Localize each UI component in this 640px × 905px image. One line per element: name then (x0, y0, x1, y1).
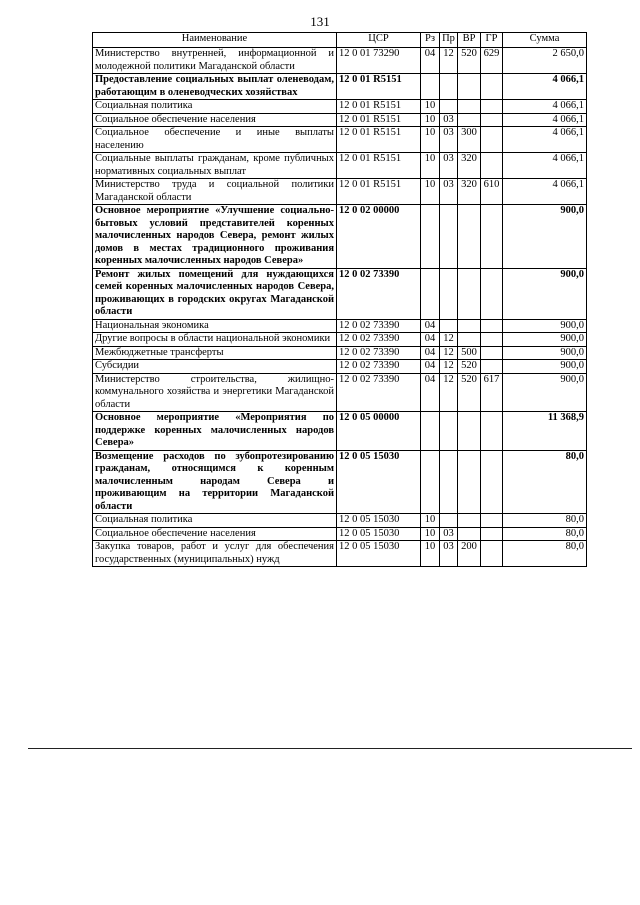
row-vr (458, 514, 481, 528)
table-row (93, 113, 587, 127)
row-name: Социальное обеспечение населения (93, 527, 337, 541)
row-pr: 03 (440, 153, 458, 179)
row-vr: 300 (458, 127, 481, 153)
row-rz: 10 (421, 127, 440, 153)
row-name: Предоставление социальных выплат оленеводам, работающим в оленеводческих хозяйствах (93, 74, 337, 100)
row-name: Социальное обеспечение населения (93, 113, 337, 127)
header-rz: Рз (421, 33, 440, 48)
row-sum: 900,0 (503, 205, 587, 269)
header-pr: Пр (440, 33, 458, 48)
row-sum: 4 066,1 (503, 113, 587, 127)
row-csr: 12 0 01 R5151 (337, 153, 421, 179)
row-gr (481, 113, 503, 127)
row-csr: 12 0 05 15030 (337, 541, 421, 567)
table-row (93, 74, 587, 100)
row-rz: 04 (421, 373, 440, 412)
row-gr: 610 (481, 179, 503, 205)
row-vr (458, 100, 481, 114)
row-rz: 10 (421, 179, 440, 205)
row-sum: 900,0 (503, 346, 587, 360)
row-sum: 4 066,1 (503, 179, 587, 205)
row-sum: 900,0 (503, 319, 587, 333)
row-pr: 03 (440, 527, 458, 541)
row-name: Социальная политика (93, 514, 337, 528)
row-sum: 900,0 (503, 268, 587, 319)
header-sum: Сумма (503, 33, 587, 48)
row-name: Министерство внутренней, информационной и молодежной политики Магаданской области (93, 48, 337, 74)
row-vr: 200 (458, 541, 481, 567)
row-csr: 12 0 05 15030 (337, 450, 421, 514)
row-name: Возмещение расходов по зубопротезированию гражданам, относящимся к коренным малочисленным народам Севера и проживающим на территории Магаданской области (93, 450, 337, 514)
row-gr (481, 527, 503, 541)
row-vr (458, 113, 481, 127)
row-pr (440, 412, 458, 451)
table-row (93, 48, 587, 74)
row-name: Основное мероприятие «Мероприятия по поддержке коренных малочисленных народов Севера» (93, 412, 337, 451)
row-rz: 10 (421, 527, 440, 541)
table-row (93, 268, 587, 319)
row-name: Министерство строительства, жилищно-коммунального хозяйства и энергетики Магаданской области (93, 373, 337, 412)
row-pr: 12 (440, 373, 458, 412)
row-rz (421, 412, 440, 451)
row-pr (440, 74, 458, 100)
row-csr: 12 0 01 R5151 (337, 74, 421, 100)
row-sum: 900,0 (503, 373, 587, 412)
table-row (93, 127, 587, 153)
row-csr: 12 0 02 73390 (337, 346, 421, 360)
page-number: 131 (310, 14, 330, 29)
row-rz: 04 (421, 319, 440, 333)
row-gr (481, 346, 503, 360)
table-row (93, 450, 587, 514)
row-sum: 2 650,0 (503, 48, 587, 74)
row-pr: 12 (440, 360, 458, 374)
row-csr: 12 0 02 73390 (337, 360, 421, 374)
row-pr (440, 450, 458, 514)
row-vr: 520 (458, 360, 481, 374)
row-sum: 900,0 (503, 333, 587, 347)
row-rz: 04 (421, 333, 440, 347)
row-name: Министерство труда и социальной политики Магаданской области (93, 179, 337, 205)
row-name: Межбюджетные трансферты (93, 346, 337, 360)
table-row (93, 100, 587, 114)
row-rz: 04 (421, 48, 440, 74)
header-csr: ЦСР (337, 33, 421, 48)
row-sum: 900,0 (503, 360, 587, 374)
row-gr (481, 412, 503, 451)
row-pr: 12 (440, 333, 458, 347)
table-row (93, 333, 587, 347)
row-rz: 10 (421, 153, 440, 179)
row-vr: 320 (458, 179, 481, 205)
row-csr: 12 0 05 00000 (337, 412, 421, 451)
row-sum: 80,0 (503, 514, 587, 528)
row-csr: 12 0 02 00000 (337, 205, 421, 269)
row-pr: 12 (440, 48, 458, 74)
table-row (93, 360, 587, 374)
row-sum: 11 368,9 (503, 412, 587, 451)
row-rz (421, 450, 440, 514)
bottom-rule (28, 748, 632, 749)
row-pr: 12 (440, 346, 458, 360)
header-name: Наименование (93, 33, 337, 48)
table-row (93, 346, 587, 360)
row-pr (440, 100, 458, 114)
row-pr (440, 319, 458, 333)
header-gr: ГР (481, 33, 503, 48)
row-gr (481, 541, 503, 567)
row-vr (458, 412, 481, 451)
row-csr: 12 0 01 R5151 (337, 113, 421, 127)
row-pr: 03 (440, 113, 458, 127)
row-sum: 80,0 (503, 450, 587, 514)
row-name: Закупка товаров, работ и услуг для обеспечения государственных (муниципальных) нужд (93, 541, 337, 567)
row-vr: 520 (458, 373, 481, 412)
row-rz: 04 (421, 360, 440, 374)
row-name: Социальные выплаты гражданам, кроме публичных нормативных социальных выплат (93, 153, 337, 179)
row-pr (440, 268, 458, 319)
table-row (93, 205, 587, 269)
table-row (93, 373, 587, 412)
row-name: Другие вопросы в области национальной экономики (93, 333, 337, 347)
row-gr (481, 360, 503, 374)
table-row (93, 514, 587, 528)
table-row (93, 179, 587, 205)
row-csr: 12 0 02 73390 (337, 333, 421, 347)
row-name: Национальная экономика (93, 319, 337, 333)
row-gr (481, 450, 503, 514)
table-row (93, 153, 587, 179)
row-name: Основное мероприятие «Улучшение социально-бытовых условий представителей коренных малочисленных народов Севера, ремонт жилых домов в местах традиционного проживания коренных малочисленных народов Севера» (93, 205, 337, 269)
row-sum: 80,0 (503, 541, 587, 567)
row-vr (458, 74, 481, 100)
row-name: Субсидии (93, 360, 337, 374)
table-row (93, 541, 587, 567)
row-sum: 4 066,1 (503, 127, 587, 153)
row-rz: 10 (421, 100, 440, 114)
row-vr: 500 (458, 346, 481, 360)
row-csr: 12 0 02 73390 (337, 268, 421, 319)
row-rz: 04 (421, 346, 440, 360)
row-vr: 320 (458, 153, 481, 179)
row-rz: 10 (421, 514, 440, 528)
row-sum: 4 066,1 (503, 153, 587, 179)
row-csr: 12 0 02 73390 (337, 373, 421, 412)
row-pr: 03 (440, 179, 458, 205)
row-pr: 03 (440, 127, 458, 153)
table-row (93, 527, 587, 541)
row-vr (458, 205, 481, 269)
row-pr (440, 205, 458, 269)
row-gr (481, 205, 503, 269)
row-gr (481, 333, 503, 347)
row-name: Ремонт жилых помещений для нуждающихся семей коренных малочисленных народов Севера, проживающих в городских округах Магаданской области (93, 268, 337, 319)
row-pr: 03 (440, 541, 458, 567)
row-csr: 12 0 01 R5151 (337, 179, 421, 205)
row-gr (481, 268, 503, 319)
row-sum: 4 066,1 (503, 100, 587, 114)
table-header-row (93, 33, 587, 48)
row-sum: 4 066,1 (503, 74, 587, 100)
row-name: Социальное обеспечение и иные выплаты населению (93, 127, 337, 153)
row-gr: 617 (481, 373, 503, 412)
row-vr (458, 450, 481, 514)
row-rz (421, 205, 440, 269)
row-sum: 80,0 (503, 527, 587, 541)
row-vr (458, 527, 481, 541)
row-vr (458, 319, 481, 333)
row-csr: 12 0 02 73390 (337, 319, 421, 333)
row-gr (481, 153, 503, 179)
row-csr: 12 0 05 15030 (337, 514, 421, 528)
row-csr: 12 0 01 R5151 (337, 100, 421, 114)
table-row (93, 319, 587, 333)
row-gr: 629 (481, 48, 503, 74)
row-vr (458, 333, 481, 347)
row-pr (440, 514, 458, 528)
row-vr: 520 (458, 48, 481, 74)
row-gr (481, 514, 503, 528)
row-csr: 12 0 01 73290 (337, 48, 421, 74)
row-csr: 12 0 01 R5151 (337, 127, 421, 153)
row-rz (421, 74, 440, 100)
row-name: Социальная политика (93, 100, 337, 114)
table-body (93, 48, 587, 567)
row-gr (481, 100, 503, 114)
row-gr (481, 74, 503, 100)
row-gr (481, 319, 503, 333)
row-csr: 12 0 05 15030 (337, 527, 421, 541)
row-gr (481, 127, 503, 153)
row-rz: 10 (421, 541, 440, 567)
row-rz (421, 268, 440, 319)
row-vr (458, 268, 481, 319)
budget-table (92, 32, 587, 567)
row-rz: 10 (421, 113, 440, 127)
header-vr: ВР (458, 33, 481, 48)
table-row (93, 412, 587, 451)
